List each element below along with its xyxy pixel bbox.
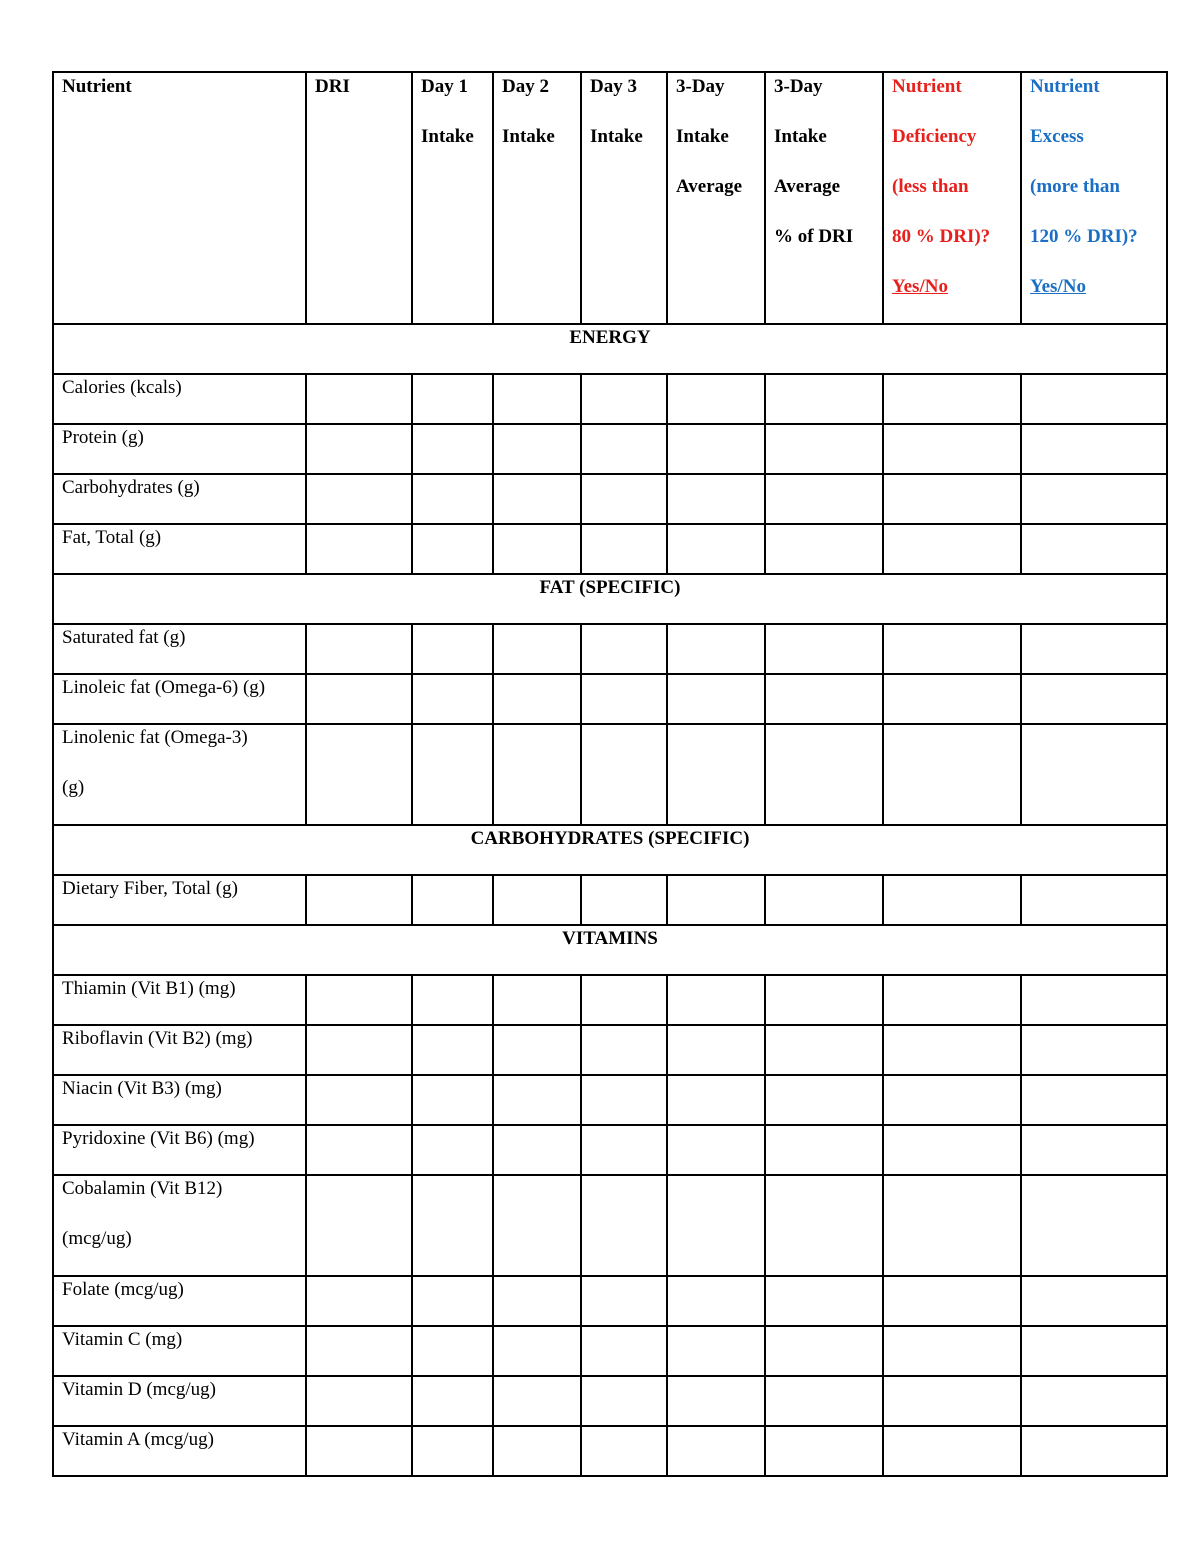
nutrient-label: Carbohydrates (g): [53, 474, 306, 524]
row-linoleic: [53, 674, 1167, 724]
nutrient-label: Vitamin D (mcg/ug): [53, 1376, 306, 1426]
nutrient-label: Linolenic fat (Omega-3) (g): [53, 724, 306, 825]
nutrient-table: [52, 71, 1168, 1477]
section-title: FAT (SPECIFIC): [53, 574, 1167, 624]
header-dri: DRI: [306, 72, 412, 324]
nutrient-label: Vitamin C (mg): [53, 1326, 306, 1376]
nutrient-label: Saturated fat (g): [53, 624, 306, 674]
row-fat-total: [53, 524, 1167, 574]
section-fat: [53, 574, 1167, 624]
row-pyridoxine: [53, 1125, 1167, 1175]
row-fiber: [53, 875, 1167, 925]
section-title: ENERGY: [53, 324, 1167, 374]
row-folate: [53, 1276, 1167, 1326]
section-title: CARBOHYDRATES (SPECIFIC): [53, 825, 1167, 875]
row-vitamin-d: [53, 1376, 1167, 1426]
row-vitamin-c: [53, 1326, 1167, 1376]
nutrient-label: Fat, Total (g): [53, 524, 306, 574]
nutrient-label: Linoleic fat (Omega-6) (g): [53, 674, 306, 724]
header-day1: Day 1 Intake: [412, 72, 493, 324]
nutrient-label: Cobalamin (Vit B12) (mcg/ug): [53, 1175, 306, 1276]
row-calories: [53, 374, 1167, 424]
nutrient-label: Thiamin (Vit B1) (mg): [53, 975, 306, 1025]
nutrient-label: Pyridoxine (Vit B6) (mg): [53, 1125, 306, 1175]
nutrient-label: Calories (kcals): [53, 374, 306, 424]
row-saturated: [53, 624, 1167, 674]
nutrient-label: Niacin (Vit B3) (mg): [53, 1075, 306, 1125]
header-day3: Day 3 Intake: [581, 72, 667, 324]
section-carbs: [53, 825, 1167, 875]
header-average: 3-Day Intake Average: [667, 72, 765, 324]
nutrient-label: Protein (g): [53, 424, 306, 474]
row-niacin: [53, 1075, 1167, 1125]
row-riboflavin: [53, 1025, 1167, 1075]
header-row: [53, 72, 1167, 324]
row-vitamin-a: [53, 1426, 1167, 1476]
row-linolenic: [53, 724, 1167, 825]
row-thiamin: [53, 975, 1167, 1025]
header-deficiency: Nutrient Deficiency (less than 80 % DRI)? Yes/No: [883, 72, 1021, 324]
section-energy: [53, 324, 1167, 374]
section-vitamins: [53, 925, 1167, 975]
nutrient-label: Folate (mcg/ug): [53, 1276, 306, 1326]
header-excess: Nutrient Excess (more than 120 % DRI)? Yes/No: [1021, 72, 1167, 324]
nutrient-label: Vitamin A (mcg/ug): [53, 1426, 306, 1476]
row-carbohydrates: [53, 474, 1167, 524]
header-day2: Day 2 Intake: [493, 72, 581, 324]
header-nutrient: Nutrient: [53, 72, 306, 324]
row-protein: [53, 424, 1167, 474]
section-title: VITAMINS: [53, 925, 1167, 975]
nutrient-label: Dietary Fiber, Total (g): [53, 875, 306, 925]
nutrient-label: Riboflavin (Vit B2) (mg): [53, 1025, 306, 1075]
header-average-pct: 3-Day Intake Average % of DRI: [765, 72, 883, 324]
row-cobalamin: [53, 1175, 1167, 1276]
